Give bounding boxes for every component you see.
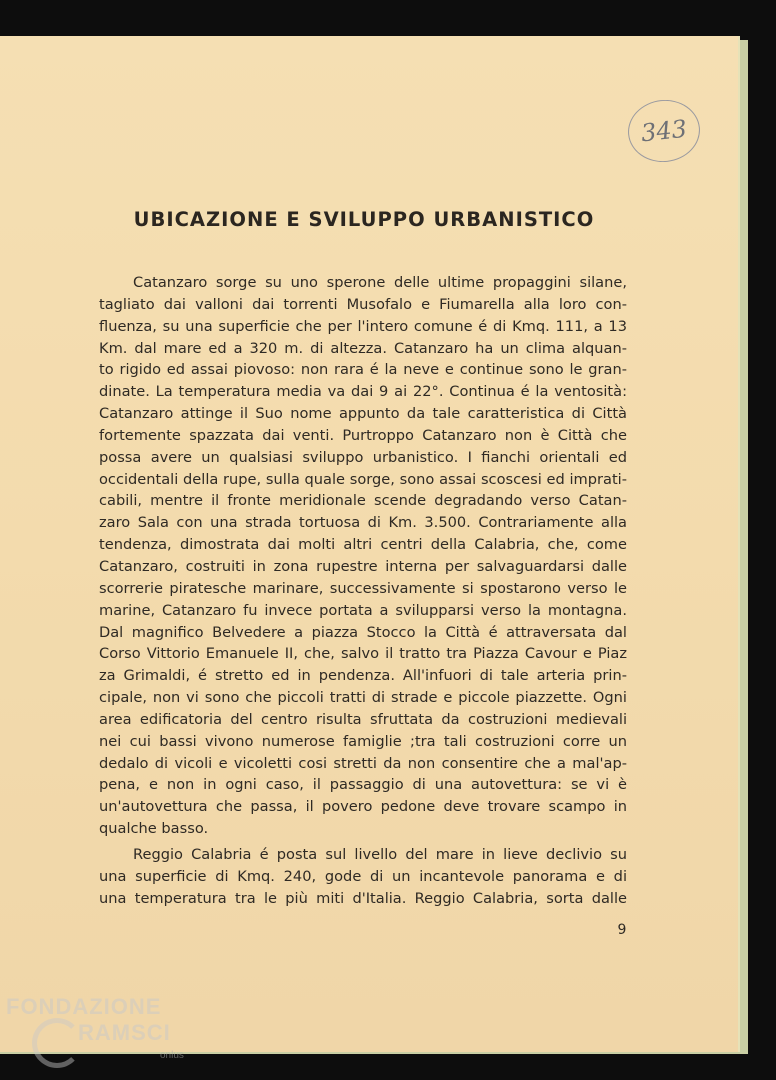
text-line: pena, e non in ogni caso, il passaggio di una autovettura: se vi è (99, 776, 627, 794)
text-line: una temperatura tra le più miti d'Italia. Reggio Calabria, sorta dalle (99, 889, 627, 907)
text-line: dinate. La temperatura media va dai 9 ai 22°. Continua é la ventosità: (99, 383, 627, 401)
text-line: area edificatoria del centro risulta sfruttata da costruzioni medievali (99, 710, 627, 728)
document-page (0, 36, 738, 1052)
page-number: 9 (617, 922, 627, 938)
page-title: UBICAZIONE E SVILUPPO URBANISTICO (133, 208, 595, 231)
text-line: qualche basso. (99, 820, 209, 838)
text-line: una superficie di Kmq. 240, gode di un incantevole panorama e di (99, 867, 627, 885)
text-line: Reggio Calabria é posta sul livello del mare in lieve declivio su (133, 845, 627, 863)
watermark-line-2: RAMSCI (78, 1020, 171, 1045)
archive-stamp: 343 (625, 96, 703, 165)
text-line: Catanzaro sorge su uno sperone delle ultime propaggini silane, (133, 274, 627, 291)
text-line: tagliato dai valloni dai torrenti Musofalo e Fiumarella alla loro con- (99, 295, 627, 313)
text-line: dedalo di vicoli e vicoletti cosi stretti da non consentire che a mal'ap- (99, 754, 627, 772)
text-line: Km. dal mare ed a 320 m. di altezza. Catanzaro ha un clima alquan- (99, 339, 627, 357)
watermark-small-text: onlus (160, 1050, 184, 1061)
watermark-g-logo (32, 1018, 82, 1068)
text-line: possa avere un qualsiasi sviluppo urbanistico. I fianchi orientali ed (99, 448, 627, 466)
fondazione-gramsci-watermark (6, 994, 206, 1074)
text-line: occidentali della rupe, sulla quale sorge, sono assai scoscesi ed imprati- (99, 470, 627, 488)
text-line: nei cui bassi vivono numerose famiglie ;tra tali costruzioni corre un (99, 732, 627, 750)
text-line: fortemente spazzata dai venti. Purtroppo Catanzaro non è Città che (99, 426, 627, 444)
text-line: za Grimaldi, é stretto ed in pendenza. All'infuori di tale arteria prin- (99, 667, 627, 685)
text-line: Dal magnifico Belvedere a piazza Stocco la Città é attraversata dal (99, 623, 627, 641)
text-line: Corso Vittorio Emanuele II, che, salvo il tratto tra Piazza Cavour e Piaz (99, 645, 627, 663)
text-line: to rigido ed assai piovoso: non rara é la neve e continue sono le gran- (99, 361, 627, 379)
text-line: tendenza, dimostrata dai molti altri centri della Calabria, che, come (99, 536, 627, 554)
body-text (99, 272, 627, 909)
text-line: cipale, non vi sono che piccoli tratti di strade e piccole piazzette. Ogni (99, 689, 627, 707)
text-line: un'autovettura che passa, il povero pedone deve trovare scampo in (99, 798, 627, 816)
text-line: fluenza, su una superficie che per l'intero comune é di Kmq. 111, a 13 (99, 317, 627, 335)
text-line: Catanzaro attinge il Suo nome appunto da tale caratteristica di Città (99, 405, 627, 423)
text-line: cabili, mentre il fronte meridionale scende degradando verso Catan- (99, 492, 627, 510)
text-line: marine, Catanzaro fu invece portata a svilupparsi verso la montagna. (99, 601, 627, 619)
text-line: scorrerie piratesche marinare, successivamente si spostarono verso le (99, 579, 627, 597)
text-line: zaro Sala con una strada tortuosa di Km. 3.500. Contrariamente alla (99, 514, 627, 532)
text-line: Catanzaro, costruiti in zona rupestre interna per salvaguardarsi dalle (99, 557, 627, 575)
watermark-line-1: FONDAZIONE (6, 994, 162, 1019)
